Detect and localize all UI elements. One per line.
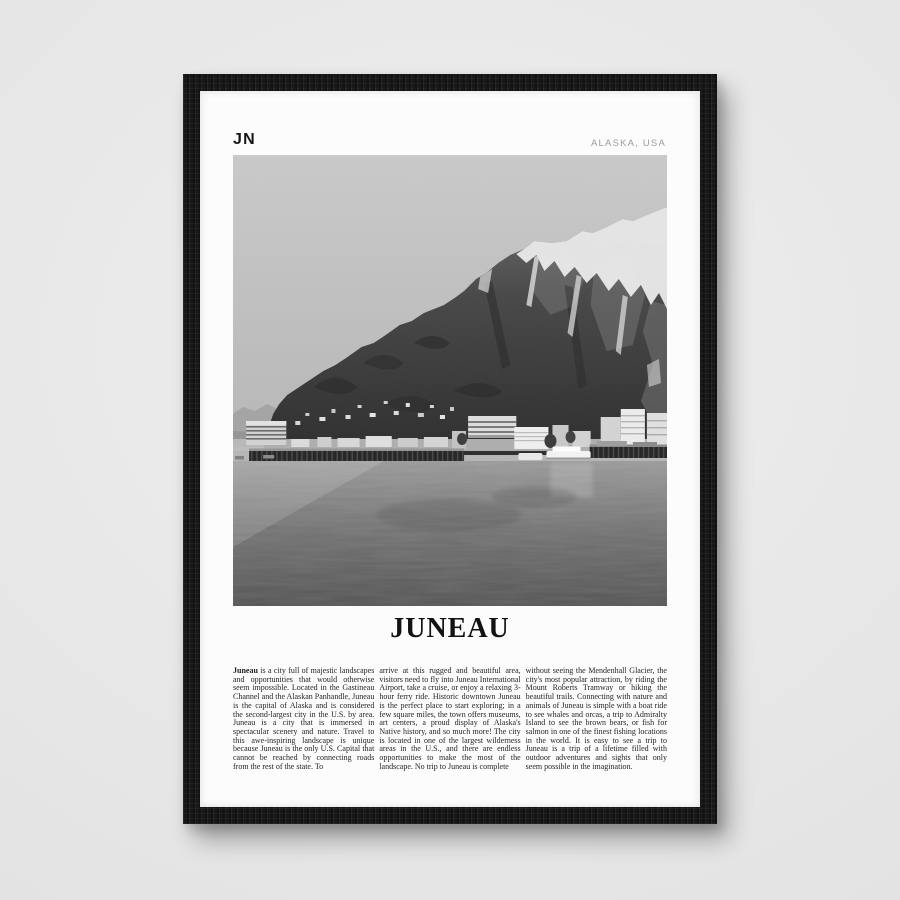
body-text	[233, 659, 667, 779]
picture-frame	[183, 74, 717, 824]
film-grain	[233, 155, 667, 606]
column-1-text: is a city full of majestic landscapes and opportunities that would otherwise seem impossible. Located in the Gastineau Channel and the Alaskan Panhandle, Juneau is the capital of Alaska and is considered the second-largest city in the U.S. by area. Juneau is a city that is immersed in spectacular scenery and nature. Travel to this awe-inspiring landscape is unique because Juneau is the only U.S. Capital that cannot be reached by connecting roads from the rest of the state. To	[233, 666, 375, 771]
text-column-3: without seeing the Mendenhall Glacier, the city's most popular attraction, by riding the Mount Roberts Tramway or hiking the beautiful trails. Connecting with nature and animals of Juneau is simple with a boat ride to see whales and orcas, a trip to Admiralty Island to see the brown bears, or fish for salmon in one of the finest fishing locations in the world. It is easy to see a trip to Juneau is a trip of a lifetime filled with outdoor adventures and sights that only seem possible in the imagination.	[525, 666, 667, 771]
travel-poster	[200, 91, 700, 807]
lead-word: Juneau	[233, 666, 258, 675]
poster-initials: JN	[233, 131, 256, 148]
poster-title: JUNEAU	[390, 613, 510, 644]
location-label: ALASKA, USA	[591, 138, 666, 149]
juneau-photo-illustration	[233, 155, 667, 606]
text-column-2: arrive at this rugged and beautiful area, visitors need to fly into Juneau International Airport, take a cruise, or enjoy a relaxing 3-hour ferry ride. Historic downtown Juneau is the perfect place to start exploring; in a few square miles, the town offers museums, art centers, a proud display of Alaska's Native history, and so much more! The city is located in one of the largest wilderness areas in the U.S., and there are endless opportunities to make the most of the landscape. No trip to Juneau is complete	[379, 666, 521, 771]
text-column-1	[233, 667, 374, 771]
juneau-photo	[233, 155, 667, 606]
